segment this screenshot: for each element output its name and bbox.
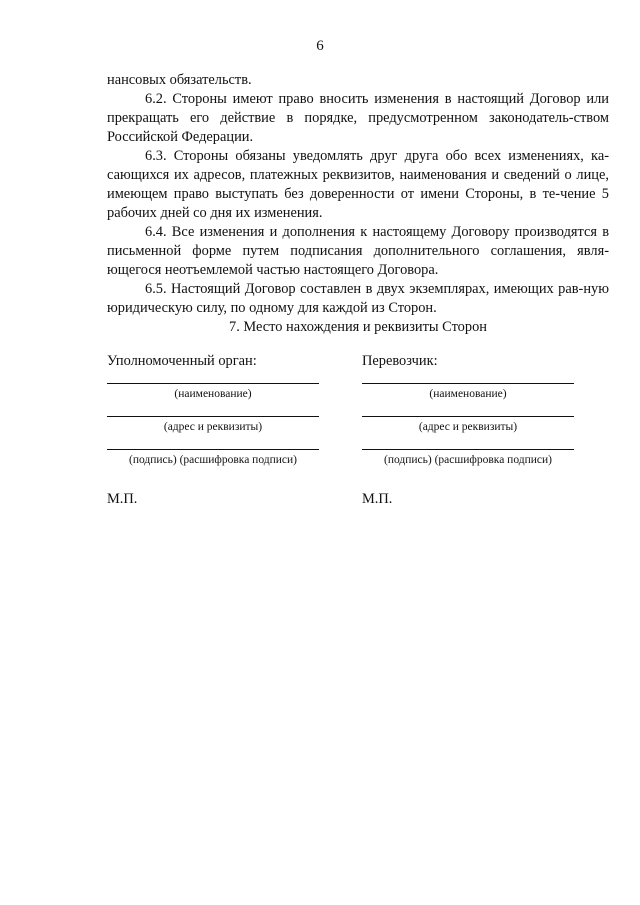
- signature-line: [107, 449, 319, 450]
- address-caption: (адрес и реквизиты): [418, 421, 518, 433]
- paragraph-6-5: 6.5. Настоящий Договор составлен в двух экземплярах, имеющих рав-ную юридическую силу, по одному для каждой из Сторон.: [107, 281, 609, 316]
- party-authority-heading: Уполномоченный орган:: [107, 353, 257, 369]
- contract-body-text: [107, 71, 609, 318]
- stamp-placeholder: М.П.: [362, 491, 393, 507]
- party-carrier-block: [362, 352, 577, 509]
- signature-line: [362, 449, 574, 450]
- name-line: [107, 383, 319, 384]
- name-caption: (наименование): [429, 388, 507, 400]
- address-line: [107, 416, 319, 417]
- paragraph-6-3: 6.3. Стороны обязаны уведомлять друг друга обо всех изменениях, ка-сающихся их адресов, платежных реквизитов, наименования и сведений о лице, имеющем право выступать без доверенности от имени Стороны, в те-чение 5 рабочих дней со дня их изменения.: [107, 148, 609, 221]
- name-caption: (наименование): [174, 388, 252, 400]
- signature-caption: (подпись) (расшифровка подписи): [128, 454, 297, 466]
- signature-caption: (подпись) (расшифровка подписи): [383, 454, 552, 466]
- section-title: 7. Место нахождения и реквизиты Сторон: [229, 319, 487, 335]
- page-number: 6: [316, 38, 324, 54]
- stamp-placeholder: М.П.: [107, 491, 138, 507]
- party-carrier-heading: Перевозчик:: [362, 353, 438, 369]
- address-line: [362, 416, 574, 417]
- address-caption: (адрес и реквизиты): [163, 421, 263, 433]
- paragraph-continuation: нансовых обязательств.: [107, 72, 252, 88]
- name-line: [362, 383, 574, 384]
- paragraph-6-4: 6.4. Все изменения и дополнения к настоящему Договору производятся в письменной форме путем подписания дополнительного соглашения, явля-ющегося неотъемлемой частью настоящего Договора.: [107, 224, 609, 278]
- paragraph-6-2: 6.2. Стороны имеют право вносить изменения в настоящий Договор или прекращать его действие в порядке, предусмотренном законодатель-ством Российской Федерации.: [107, 91, 609, 145]
- party-authority-block: [107, 352, 322, 509]
